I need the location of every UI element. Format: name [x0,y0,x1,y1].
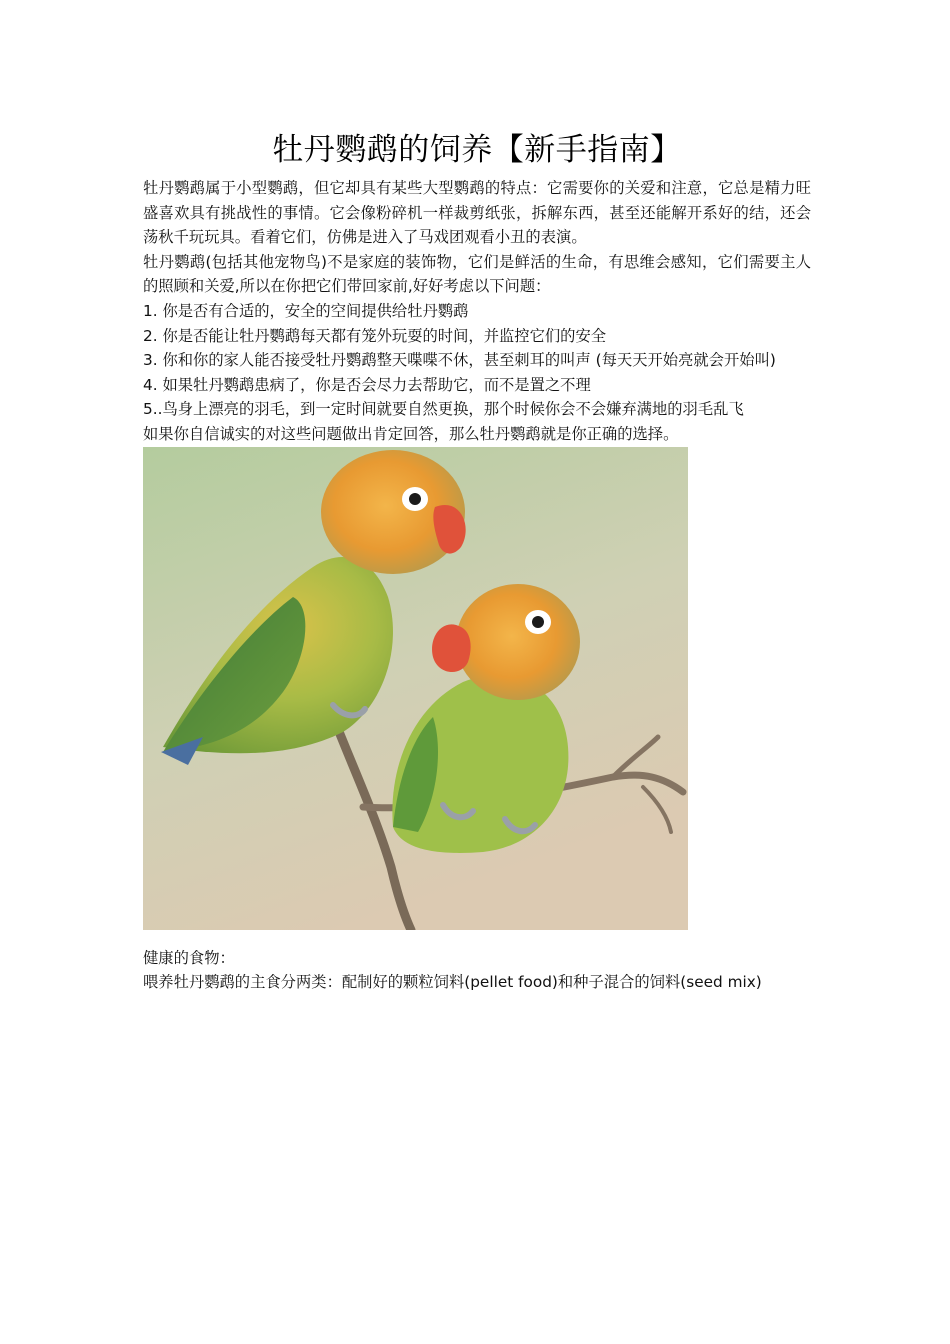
question-item: 4. 如果牡丹鹦鹉患病了，你是否会尽力去帮助它，而不是置之不理 [143,375,591,394]
question-item: 2. 你是否能让牡丹鹦鹉每天都有笼外玩耍的时间，并监控它们的安全 [143,326,607,345]
intro-paragraph-2: 牡丹鹦鹉(包括其他宠物鸟)不是家庭的装饰物，它们是鲜活的生命，有思维会感知，它们需要主人的照顾和关爱,所以在你把它们带回家前,好好考虑以下问题： [143,252,811,296]
question-item: 1. 你是否有合适的，安全的空间提供给牡丹鹦鹉 [143,301,469,320]
question-item: 5..鸟身上漂亮的羽毛，到一定时间就要自然更换，那个时候你会不会嫌弃满地的羽毛乱飞 [143,400,744,419]
food-text: 喂养牡丹鹦鹉的主食分两类：配制好的颗粒饲料(pellet food)和种子混合的饲料(seed mix) [143,973,762,992]
question-list [143,299,811,422]
intro-paragraph-1: 牡丹鹦鹉属于小型鹦鹉，但它却具有某些大型鹦鹉的特点：它需要你的关爱和注意，它总是精力旺盛喜欢具有挑战性的事情。它会像粉碎机一样裁剪纸张，拆解东西，甚至还能解开系好的结，还会荡秋千玩玩具。看着它们，仿佛是进入了马戏团观看小丑的表演。 [143,179,811,247]
conclusion-paragraph: 如果你自信诚实的对这些问题做出肯定回答，那么牡丹鹦鹉就是你正确的选择。 [143,424,679,443]
food-heading: 健康的食物： [143,948,235,967]
document-title: 牡丹鹦鹉的饲养【新手指南】 [272,132,682,168]
lovebird-pair-photo [143,447,688,930]
question-item: 3. 你和你的家人能否接受牡丹鹦鹉整天喋喋不休，甚至刺耳的叫声 (每天天开始亮就会开始叫) [143,351,776,370]
document-page [143,128,811,995]
